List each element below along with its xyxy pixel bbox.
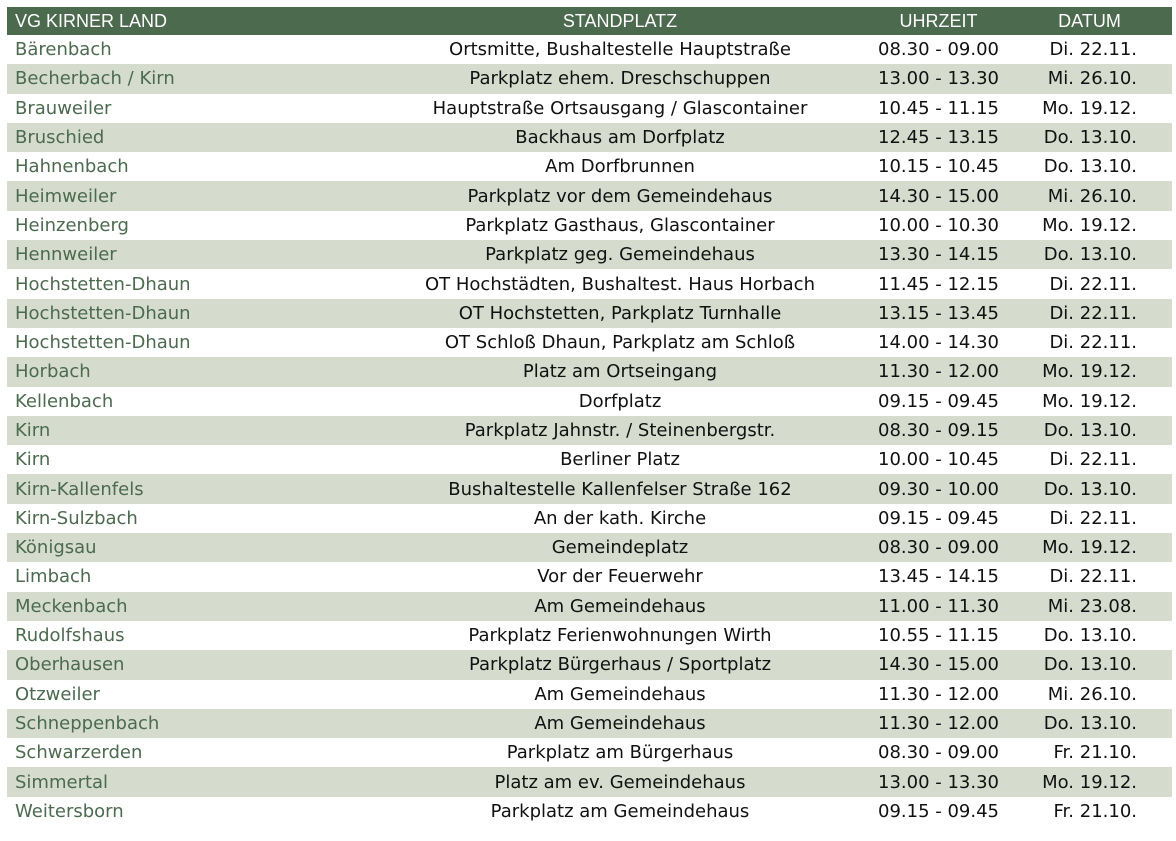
datum-cell: Di. 22.11. [1049, 449, 1137, 471]
uhrzeit-cell: 10.00 - 10.30 [878, 214, 999, 236]
uhrzeit-cell: 14.30 - 15.00 [870, 650, 1007, 679]
table-row [7, 240, 1172, 269]
standplatz-cell: Parkplatz Gasthaus, Glascontainer [465, 214, 775, 236]
standplatz-cell: Am Gemeindehaus [534, 683, 706, 705]
table-row [7, 152, 1172, 181]
uhrzeit-cell: 08.30 - 09.15 [870, 416, 1007, 445]
table-header [7, 7, 1172, 35]
table-row [7, 504, 1172, 533]
table-row [7, 709, 1172, 738]
schedule-table [7, 7, 1172, 826]
uhrzeit-cell: 14.00 - 14.30 [878, 332, 999, 354]
table-row [7, 680, 1172, 709]
header-place: VG KIRNER LAND [7, 7, 370, 35]
standplatz-cell: Parkplatz geg. Gemeindehaus [370, 240, 870, 269]
datum-cell: Mi. 26.10. [1007, 64, 1172, 93]
uhrzeit-cell: 14.30 - 15.00 [870, 181, 1007, 210]
datum-cell: Do. 13.10. [1007, 123, 1172, 152]
table-row [7, 797, 1172, 826]
place-cell: Hahnenbach [15, 156, 129, 178]
datum-cell: Do. 13.10. [1007, 650, 1172, 679]
uhrzeit-cell: 09.15 - 09.45 [878, 390, 999, 412]
place-cell: Becherbach / Kirn [7, 64, 370, 93]
place-cell: Rudolfshaus [15, 625, 125, 647]
standplatz-cell: Parkplatz Bürgerhaus / Sportplatz [370, 650, 870, 679]
table-row [7, 445, 1172, 474]
uhrzeit-cell: 08.30 - 09.00 [870, 533, 1007, 562]
place-cell: Horbach [7, 357, 370, 386]
place-cell: Limbach [15, 566, 92, 588]
datum-cell: Fr. 21.10. [1053, 742, 1137, 764]
standplatz-cell: Parkplatz Ferienwohnungen Wirth [468, 625, 772, 647]
standplatz-cell: Am Gemeindehaus [370, 709, 870, 738]
table-row [7, 357, 1172, 386]
uhrzeit-cell: 09.15 - 09.45 [878, 800, 999, 822]
uhrzeit-cell: 13.00 - 13.30 [870, 767, 1007, 796]
header-standplatz: STANDPLATZ [370, 7, 870, 35]
standplatz-cell: Parkplatz vor dem Gemeindehaus [370, 181, 870, 210]
place-cell: Hennweiler [7, 240, 370, 269]
standplatz-cell: Parkplatz ehem. Dreschschuppen [370, 64, 870, 93]
datum-cell: Di. 22.11. [1049, 507, 1137, 529]
uhrzeit-cell: 10.00 - 10.45 [878, 449, 999, 471]
datum-cell: Mo. 19.12. [1007, 357, 1172, 386]
place-cell: Kellenbach [15, 390, 114, 412]
datum-cell: Di. 22.11. [1049, 39, 1137, 61]
standplatz-cell: Parkplatz am Gemeindehaus [490, 800, 750, 822]
datum-cell: Mo. 19.12. [1007, 767, 1172, 796]
uhrzeit-cell: 11.00 - 11.30 [870, 592, 1007, 621]
table-row [7, 738, 1172, 767]
place-cell: Hochstetten-Dhaun [7, 299, 370, 328]
datum-cell: Di. 22.11. [1007, 299, 1172, 328]
place-cell: Simmertal [7, 767, 370, 796]
table-row [7, 533, 1172, 562]
standplatz-cell: Dorfplatz [578, 390, 662, 412]
table-row [7, 299, 1172, 328]
uhrzeit-cell: 13.45 - 14.15 [878, 566, 999, 588]
table-row [7, 181, 1172, 210]
datum-cell: Di. 22.11. [1049, 566, 1137, 588]
uhrzeit-cell: 13.15 - 13.45 [870, 299, 1007, 328]
standplatz-cell: OT Hochstetten, Parkplatz Turnhalle [370, 299, 870, 328]
table-row [7, 650, 1172, 679]
standplatz-cell: OT Schloß Dhaun, Parkplatz am Schloß [444, 332, 796, 354]
place-cell: Kirn [7, 416, 370, 445]
datum-cell: Di. 22.11. [1049, 332, 1137, 354]
datum-cell: Mi. 23.08. [1007, 592, 1172, 621]
place-cell: Hochstetten-Dhaun [15, 332, 191, 354]
table-row [7, 328, 1172, 357]
table-row [7, 416, 1172, 445]
datum-cell: Do. 13.10. [1043, 625, 1137, 647]
standplatz-cell: Hauptstraße Ortsausgang / Glascontainer [432, 97, 808, 119]
table-row [7, 94, 1172, 123]
uhrzeit-cell: 13.00 - 13.30 [870, 64, 1007, 93]
table-row [7, 123, 1172, 152]
header-datum: DATUM [1007, 7, 1172, 35]
table-row [7, 474, 1172, 503]
standplatz-cell: Am Dorfbrunnen [545, 156, 695, 178]
place-cell: Weitersborn [15, 800, 124, 822]
uhrzeit-cell: 08.30 - 09.00 [878, 39, 999, 61]
header-uhrzeit: UHRZEIT [870, 7, 1007, 35]
uhrzeit-cell: 11.30 - 12.00 [870, 357, 1007, 386]
table-body [7, 35, 1172, 826]
standplatz-cell: Vor der Feuerwehr [537, 566, 703, 588]
uhrzeit-cell: 12.45 - 13.15 [870, 123, 1007, 152]
standplatz-cell: Platz am Ortseingang [370, 357, 870, 386]
table-row [7, 269, 1172, 298]
uhrzeit-cell: 08.30 - 09.00 [878, 742, 999, 764]
standplatz-cell: OT Hochstädten, Bushaltest. Haus Horbach [425, 273, 815, 295]
table-row [7, 211, 1172, 240]
place-cell: Kirn-Sulzbach [15, 507, 138, 529]
uhrzeit-cell: 11.45 - 12.15 [878, 273, 999, 295]
place-cell: Oberhausen [7, 650, 370, 679]
place-cell: Bruschied [7, 123, 370, 152]
table-row [7, 562, 1172, 591]
uhrzeit-cell: 11.30 - 12.00 [878, 683, 999, 705]
datum-cell: Fr. 21.10. [1053, 800, 1137, 822]
place-cell: Schneppenbach [7, 709, 370, 738]
table-row [7, 592, 1172, 621]
header-row [7, 7, 1172, 35]
table-row [7, 35, 1172, 64]
table-row [7, 64, 1172, 93]
uhrzeit-cell: 09.15 - 09.45 [878, 507, 999, 529]
uhrzeit-cell: 11.30 - 12.00 [870, 709, 1007, 738]
standplatz-cell: Platz am ev. Gemeindehaus [370, 767, 870, 796]
datum-cell: Mo. 19.12. [1042, 214, 1137, 236]
place-cell: Königsau [7, 533, 370, 562]
place-cell: Heimweiler [7, 181, 370, 210]
standplatz-cell: Am Gemeindehaus [370, 592, 870, 621]
place-cell: Hochstetten-Dhaun [15, 273, 191, 295]
standplatz-cell: Ortsmitte, Bushaltestelle Hauptstraße [449, 39, 791, 61]
datum-cell: Mo. 19.12. [1042, 390, 1137, 412]
datum-cell: Mo. 19.12. [1042, 97, 1137, 119]
datum-cell: Mi. 26.10. [1047, 683, 1137, 705]
datum-cell: Mo. 19.12. [1007, 533, 1172, 562]
place-cell: Otzweiler [15, 683, 100, 705]
place-cell: Kirn [15, 449, 51, 471]
place-cell: Meckenbach [7, 592, 370, 621]
table-row [7, 387, 1172, 416]
standplatz-cell: Berliner Platz [560, 449, 680, 471]
place-cell: Bärenbach [15, 39, 112, 61]
standplatz-cell: Parkplatz Jahnstr. / Steinenbergstr. [370, 416, 870, 445]
standplatz-cell: An der kath. Kirche [533, 507, 707, 529]
uhrzeit-cell: 09.30 - 10.00 [870, 474, 1007, 503]
place-cell: Brauweiler [15, 97, 112, 119]
datum-cell: Mi. 26.10. [1007, 181, 1172, 210]
datum-cell: Di. 22.11. [1049, 273, 1137, 295]
uhrzeit-cell: 13.30 - 14.15 [870, 240, 1007, 269]
uhrzeit-cell: 10.45 - 11.15 [878, 97, 999, 119]
datum-cell: Do. 13.10. [1007, 416, 1172, 445]
place-cell: Kirn-Kallenfels [7, 474, 370, 503]
table-row [7, 767, 1172, 796]
table-row [7, 621, 1172, 650]
datum-cell: Do. 13.10. [1007, 240, 1172, 269]
datum-cell: Do. 13.10. [1043, 156, 1137, 178]
standplatz-cell: Parkplatz am Bürgerhaus [506, 742, 734, 764]
place-cell: Heinzenberg [15, 214, 129, 236]
standplatz-cell: Bushaltestelle Kallenfelser Straße 162 [370, 474, 870, 503]
datum-cell: Do. 13.10. [1007, 709, 1172, 738]
datum-cell: Do. 13.10. [1007, 474, 1172, 503]
standplatz-cell: Backhaus am Dorfplatz [370, 123, 870, 152]
uhrzeit-cell: 10.55 - 11.15 [878, 625, 999, 647]
standplatz-cell: Gemeindeplatz [370, 533, 870, 562]
uhrzeit-cell: 10.15 - 10.45 [878, 156, 999, 178]
place-cell: Schwarzerden [15, 742, 143, 764]
